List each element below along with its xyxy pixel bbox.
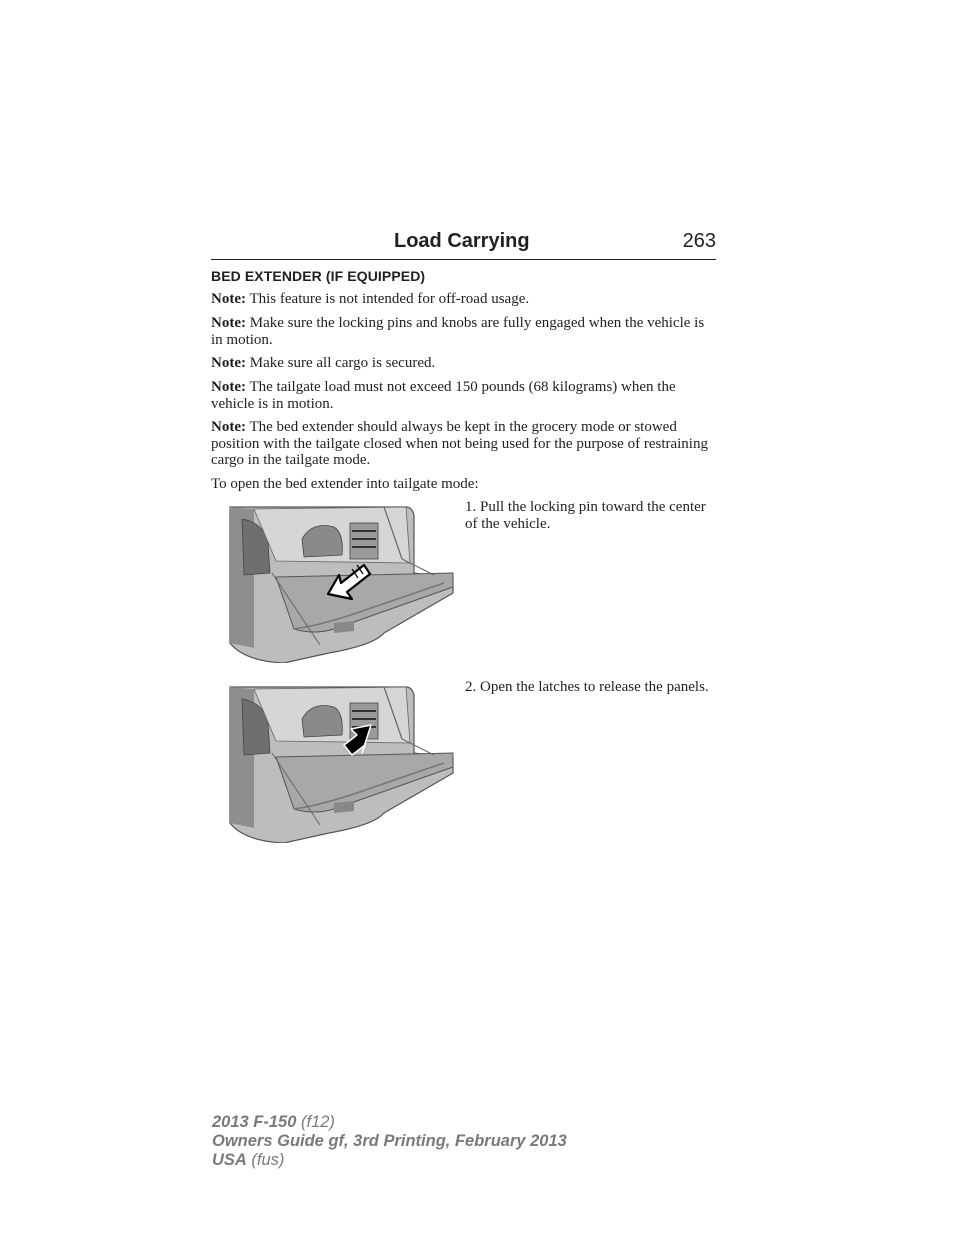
step-2-text: 2. Open the latches to release the panels. bbox=[465, 679, 709, 695]
tailgate-illustration-pull-pin bbox=[224, 503, 456, 663]
note-4 bbox=[211, 379, 716, 412]
step-1-text: 1. Pull the locking pin toward the center of the vehicle. bbox=[465, 499, 706, 532]
note-2 bbox=[211, 315, 716, 348]
note-text: The tailgate load must not exceed 150 pounds (68 kilograms) when the vehicle is in motion. bbox=[211, 379, 676, 412]
note-label: Note: bbox=[211, 291, 246, 307]
note-text: Make sure the locking pins and knobs are fully engaged when the vehicle is in motion. bbox=[211, 315, 705, 348]
note-label: Note: bbox=[211, 379, 246, 395]
note-5 bbox=[211, 419, 716, 469]
note-label: Note: bbox=[211, 419, 246, 435]
footer-market-code: (fus) bbox=[246, 1151, 285, 1169]
tailgate-illustration-open-latches bbox=[224, 683, 456, 843]
note-label: Note: bbox=[211, 355, 246, 371]
note-3 bbox=[211, 355, 716, 372]
page-footer bbox=[212, 1113, 567, 1170]
page-header bbox=[211, 229, 716, 260]
note-label: Note: bbox=[211, 315, 246, 331]
footer-market: USA bbox=[212, 1151, 247, 1169]
note-text: This feature is not intended for off-road usage. bbox=[249, 291, 530, 307]
footer-model: 2013 F-150 bbox=[212, 1113, 297, 1131]
chapter-title: Load Carrying bbox=[394, 230, 530, 252]
footer-line-model bbox=[212, 1113, 567, 1132]
footer-line-guide: Owners Guide gf, 3rd Printing, February 2013 bbox=[212, 1132, 567, 1150]
footer-model-code: (f12) bbox=[296, 1113, 335, 1131]
note-text: The bed extender should always be kept in the grocery mode or stowed position with the tailgate closed when not being used for the purpose of restraining cargo in the tailgate mode. bbox=[211, 419, 708, 468]
note-text: Make sure all cargo is secured. bbox=[249, 355, 436, 371]
intro-text: To open the bed extender into tailgate mode: bbox=[211, 476, 479, 492]
footer-line-market bbox=[212, 1151, 567, 1170]
section-heading: BED EXTENDER (IF EQUIPPED) bbox=[211, 268, 426, 284]
page-number: 263 bbox=[682, 230, 716, 252]
note-1 bbox=[211, 291, 716, 308]
